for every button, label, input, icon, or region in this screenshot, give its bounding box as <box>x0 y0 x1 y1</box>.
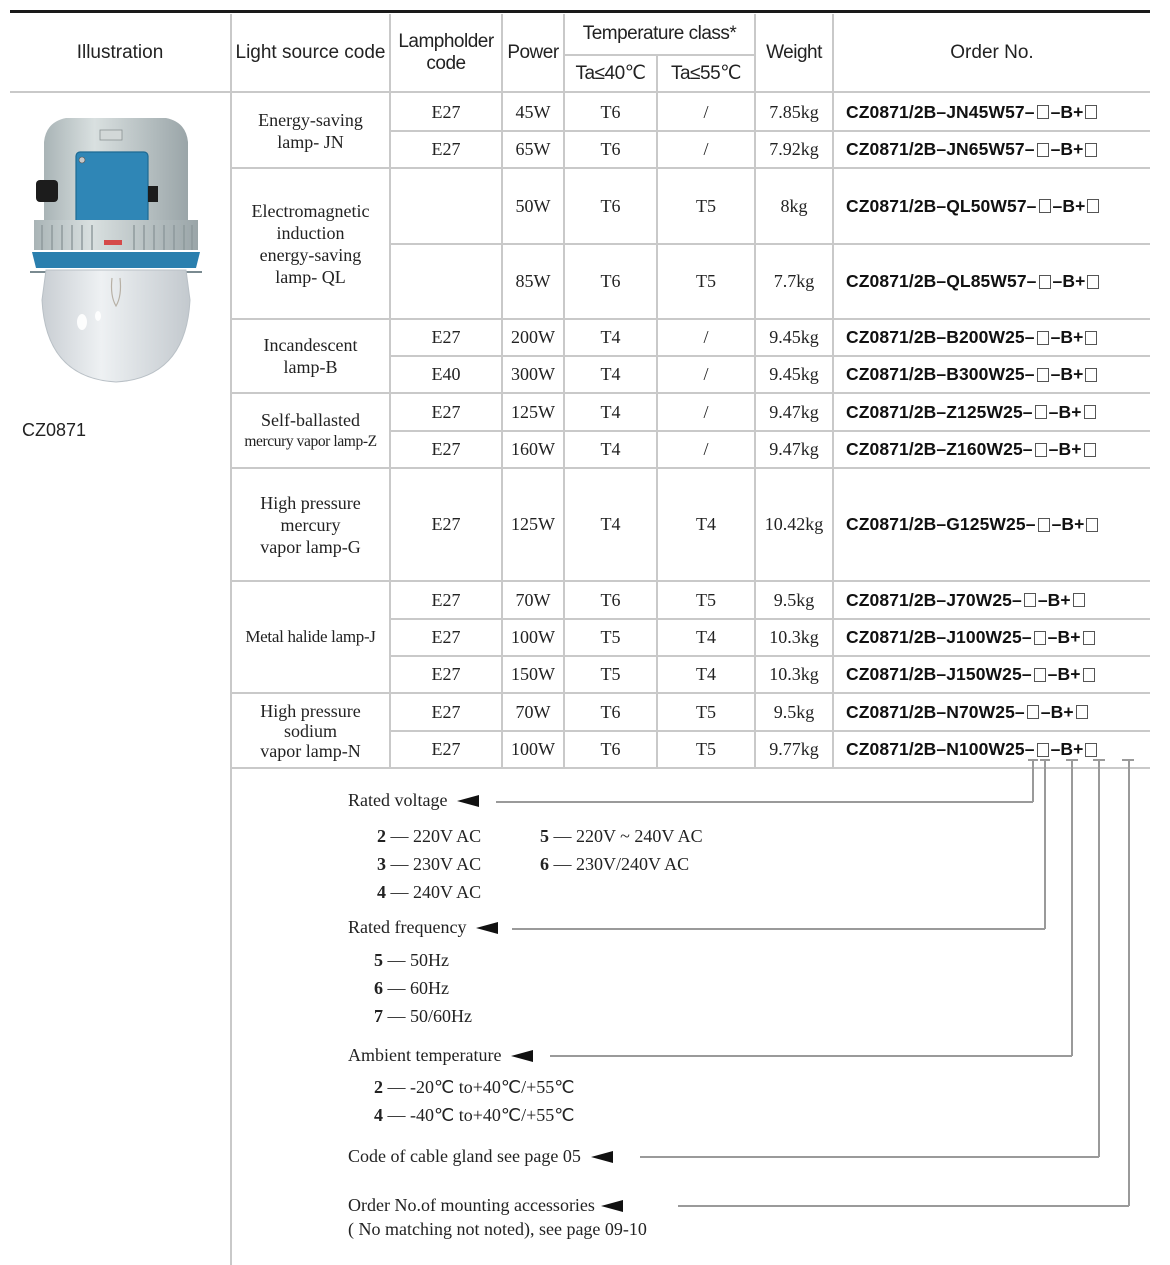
header-power: Power <box>507 42 559 63</box>
desc: — 230V/240V AC <box>553 854 690 874</box>
illustration-divider <box>230 767 232 1265</box>
header-weight: Weight <box>766 42 822 63</box>
lampholder-cell: E27 <box>431 514 461 534</box>
order-prefix: CZ0871/2B–B300W25– <box>846 364 1035 384</box>
placeholder-box-icon <box>1085 331 1097 345</box>
temp-class-55-cell: T4 <box>696 514 716 534</box>
order-prefix: CZ0871/2B–B200W25– <box>846 327 1035 347</box>
legend-item <box>374 1077 574 1098</box>
legend-title-text: Order No.of mounting accessories <box>348 1195 595 1215</box>
legend-item <box>374 978 449 999</box>
group-label-line: Energy-saving <box>258 109 363 130</box>
placeholder-box-icon <box>1027 705 1039 719</box>
leader-cable-gland-h <box>640 1156 1099 1158</box>
group-label-line: induction <box>276 222 345 243</box>
power-cell: 200W <box>511 327 555 347</box>
weight-cell: 7.92kg <box>769 139 819 159</box>
lampholder-cell: E27 <box>431 327 461 347</box>
group-label-line: vapor lamp-N <box>260 740 361 761</box>
power-cell: 50W <box>515 195 551 216</box>
placeholder-box-icon <box>1039 199 1051 213</box>
temp-class-55-cell: T5 <box>696 701 716 722</box>
placeholder-box-icon <box>1087 199 1099 213</box>
order-suffix: –B+ <box>1047 664 1081 684</box>
weight-cell: 10.3kg <box>769 627 819 647</box>
leader-frequency-v <box>1044 760 1046 929</box>
lampholder-cell: E27 <box>431 139 461 159</box>
weight-cell: 10.3kg <box>769 664 819 684</box>
lamp-illustration <box>26 100 206 385</box>
lampholder-cell: E27 <box>431 664 461 684</box>
order-number <box>846 469 1100 580</box>
lampholder-cell: E27 <box>431 401 461 422</box>
order-number <box>846 394 1098 430</box>
placeholder-box-icon <box>1083 631 1095 645</box>
temp-class-40-cell: T4 <box>600 514 621 534</box>
placeholder-box-icon <box>1037 105 1049 119</box>
group-label-line: High pressure <box>260 492 361 513</box>
power-cell: 100W <box>511 627 555 647</box>
placeholder-box-icon <box>1076 705 1088 719</box>
group-label-line: Self-ballasted <box>261 409 360 430</box>
legend-rated-voltage-title <box>348 790 479 811</box>
order-prefix: CZ0871/2B–N100W25– <box>846 739 1035 759</box>
weight-cell: 9.45kg <box>769 327 819 347</box>
order-suffix: –B+ <box>1048 401 1082 422</box>
group-label-line: vapor lamp-G <box>260 536 361 557</box>
code: 6 <box>540 854 549 874</box>
code: 2 <box>377 826 386 846</box>
power-cell: 100W <box>511 739 555 759</box>
leader-ambient-v <box>1071 760 1073 1056</box>
temp-class-55-cell: T5 <box>696 589 716 610</box>
order-suffix: –B+ <box>1040 701 1074 722</box>
placeholder-box-icon <box>1084 443 1096 457</box>
legend-item <box>374 950 449 971</box>
placeholder-box-icon <box>1084 405 1096 419</box>
header-sub-rule <box>563 54 754 56</box>
code: 5 <box>540 826 549 846</box>
code: 6 <box>374 978 383 998</box>
bracket-ambient <box>1066 759 1078 761</box>
group-label-line: Metal halide lamp-J <box>245 627 376 646</box>
order-number <box>846 169 1101 243</box>
group-label-line: lamp- QL <box>275 266 346 287</box>
placeholder-box-icon <box>1039 275 1051 289</box>
power-cell: 125W <box>511 514 555 534</box>
lampholder-cell: E27 <box>431 439 461 459</box>
lampholder-cell: E27 <box>431 101 461 122</box>
temp-class-40-cell: T6 <box>600 589 621 610</box>
order-suffix: –B+ <box>1050 364 1084 384</box>
weight-cell: 9.45kg <box>769 364 819 384</box>
lampholder-cell: E27 <box>431 589 461 610</box>
placeholder-box-icon <box>1085 143 1097 157</box>
order-number <box>846 132 1099 167</box>
light-source-group <box>232 94 389 167</box>
power-cell: 70W <box>515 701 551 722</box>
lampholder-cell: E27 <box>431 627 461 647</box>
placeholder-box-icon <box>1034 631 1046 645</box>
temp-class-40-cell: T6 <box>600 139 621 159</box>
temp-class-55-cell: / <box>703 139 709 159</box>
group-label-line: Electromagnetic <box>251 200 370 221</box>
header-bottom-rule <box>10 91 1150 93</box>
legend-mounting-note: ( No matching not noted), see page 09-10 <box>348 1219 647 1239</box>
lampholder-cell <box>391 245 501 318</box>
order-number <box>846 732 1099 767</box>
header-light-source-code: Light source code <box>235 42 386 63</box>
order-prefix: CZ0871/2B–Z160W25– <box>846 439 1033 459</box>
legend-item <box>377 826 481 847</box>
desc: — 220V ~ 240V AC <box>553 826 703 846</box>
bracket-frequency <box>1040 759 1050 761</box>
legend-cable-gland-title <box>348 1146 613 1167</box>
legend-title-text: Ambient temperature <box>348 1045 502 1065</box>
desc: — -20℃ to+40℃/+55℃ <box>387 1077 575 1097</box>
code: 7 <box>374 1006 383 1026</box>
temp-class-55-cell: T5 <box>696 271 716 291</box>
power-cell: 160W <box>511 439 555 459</box>
order-suffix: –B+ <box>1050 327 1084 347</box>
power-cell: 70W <box>515 589 551 610</box>
arrow-left-icon <box>601 1200 623 1212</box>
legend-item <box>374 1105 574 1126</box>
code: 3 <box>377 854 386 874</box>
header-illustration: Illustration <box>76 42 164 63</box>
weight-cell: 8kg <box>780 195 808 216</box>
order-number <box>846 245 1101 318</box>
desc: — 230V AC <box>390 854 482 874</box>
power-cell: 45W <box>515 101 551 122</box>
order-suffix: –B+ <box>1050 139 1084 159</box>
legend-rated-frequency-title <box>348 917 498 938</box>
order-number <box>846 620 1097 655</box>
lampholder-cell: E27 <box>431 701 461 722</box>
group-label-line: mercury vapor lamp-Z <box>244 432 377 450</box>
leader-ambient-h <box>550 1055 1072 1057</box>
placeholder-box-icon <box>1037 143 1049 157</box>
bracket-mounting <box>1122 759 1134 761</box>
order-prefix: CZ0871/2B–QL85W57– <box>846 271 1037 291</box>
placeholder-box-icon <box>1034 668 1046 682</box>
leader-cable-gland-v <box>1098 760 1100 1157</box>
model-label: CZ0871 <box>22 420 87 440</box>
power-cell: 85W <box>515 271 551 291</box>
placeholder-box-icon <box>1085 105 1097 119</box>
order-suffix: –B+ <box>1051 514 1085 534</box>
order-number <box>846 694 1090 730</box>
legend-item <box>540 854 689 875</box>
order-prefix: CZ0871/2B–N70W25– <box>846 701 1025 722</box>
lampholder-cell <box>391 169 501 243</box>
code: 5 <box>374 950 383 970</box>
weight-cell: 9.47kg <box>769 401 819 422</box>
group-label-line: lamp- JN <box>277 131 344 152</box>
temp-class-55-cell: T5 <box>696 195 716 216</box>
placeholder-box-icon <box>1073 593 1085 607</box>
placeholder-box-icon <box>1038 518 1050 532</box>
order-suffix: –B+ <box>1050 739 1084 759</box>
order-prefix: CZ0871/2B–JN65W57– <box>846 139 1035 159</box>
desc: — 50Hz <box>387 950 449 970</box>
light-source-group <box>232 582 389 692</box>
temp-class-40-cell: T6 <box>600 701 621 722</box>
order-suffix: –B+ <box>1052 195 1086 216</box>
arrow-left-icon <box>457 795 479 807</box>
light-source-group <box>232 320 389 392</box>
temp-class-40-cell: T4 <box>600 401 621 422</box>
header-ta40: Ta≤40℃ <box>575 63 646 84</box>
temp-class-40-cell: T5 <box>600 664 621 684</box>
legend-item <box>377 882 481 903</box>
temp-class-40-cell: T4 <box>600 327 621 347</box>
code: 4 <box>377 882 386 902</box>
order-number <box>846 320 1099 355</box>
temp-class-55-cell: T4 <box>696 664 716 684</box>
weight-cell: 7.85kg <box>769 101 819 122</box>
temp-class-55-cell: / <box>703 439 709 459</box>
order-number <box>846 94 1099 130</box>
arrow-left-icon <box>591 1151 613 1163</box>
desc: — -40℃ to+40℃/+55℃ <box>387 1105 575 1125</box>
temp-class-40-cell: T4 <box>600 439 621 459</box>
temp-class-40-cell: T6 <box>600 739 621 759</box>
table-top-rule <box>10 10 1150 13</box>
code: 2 <box>374 1077 383 1097</box>
placeholder-box-icon <box>1086 518 1098 532</box>
weight-cell: 9.5kg <box>773 701 815 722</box>
legend-mounting-title <box>348 1195 623 1216</box>
header-order-no: Order No. <box>950 42 1034 63</box>
legend-title-text: Code of cable gland see page 05 <box>348 1146 581 1166</box>
placeholder-box-icon <box>1035 405 1047 419</box>
weight-cell: 9.47kg <box>769 439 819 459</box>
legend-title-text: Rated frequency <box>348 917 467 937</box>
temp-class-55-cell: / <box>703 101 709 122</box>
order-number <box>846 582 1087 618</box>
order-prefix: CZ0871/2B–Z125W25– <box>846 401 1033 422</box>
light-source-group <box>232 169 389 318</box>
legend-item <box>540 826 703 847</box>
weight-cell: 7.7kg <box>773 271 815 291</box>
weight-cell: 10.42kg <box>764 514 824 534</box>
code: 4 <box>374 1105 383 1125</box>
temp-class-40-cell: T6 <box>600 271 621 291</box>
order-number <box>846 357 1099 392</box>
temp-class-55-cell: / <box>703 327 709 347</box>
temp-class-55-cell: T4 <box>696 627 716 647</box>
order-suffix: –B+ <box>1048 439 1082 459</box>
desc: — 60Hz <box>387 978 449 998</box>
arrow-left-icon <box>476 922 498 934</box>
temp-class-55-cell: / <box>703 364 709 384</box>
leader-mounting-v <box>1128 760 1130 1206</box>
leader-voltage-h <box>496 801 1033 803</box>
placeholder-box-icon <box>1037 743 1049 757</box>
header-ta55: Ta≤55℃ <box>671 63 741 84</box>
temp-class-55-cell: / <box>703 401 709 422</box>
temp-class-40-cell: T4 <box>600 364 621 384</box>
order-suffix: –B+ <box>1037 589 1071 610</box>
order-number <box>846 657 1097 692</box>
order-prefix: CZ0871/2B–J150W25– <box>846 664 1032 684</box>
group-label-line: High pressure <box>260 700 361 721</box>
group-label-line: mercury <box>280 514 341 535</box>
order-prefix: CZ0871/2B–G125W25– <box>846 514 1036 534</box>
group-label-line: energy-saving <box>259 244 362 265</box>
lampholder-cell: E40 <box>431 364 461 384</box>
leader-mounting-h <box>678 1205 1129 1207</box>
power-cell: 150W <box>511 664 555 684</box>
order-prefix: CZ0871/2B–QL50W57– <box>846 195 1037 216</box>
temp-class-40-cell: T6 <box>600 195 621 216</box>
group-label-line: sodium <box>283 720 337 741</box>
power-cell: 300W <box>511 364 555 384</box>
order-suffix: –B+ <box>1052 271 1086 291</box>
light-source-group <box>232 694 389 767</box>
light-source-group <box>232 469 389 580</box>
desc: — 50/60Hz <box>387 1006 472 1026</box>
placeholder-box-icon <box>1024 593 1036 607</box>
header-lampholder-code: Lampholder code <box>398 31 494 74</box>
legend-ambient-temperature-title <box>348 1045 533 1066</box>
arrow-left-icon <box>511 1050 533 1062</box>
temp-class-40-cell: T5 <box>600 627 621 647</box>
lampholder-cell: E27 <box>431 739 461 759</box>
placeholder-box-icon <box>1085 743 1097 757</box>
weight-cell: 9.77kg <box>769 739 819 759</box>
order-prefix: CZ0871/2B–J70W25– <box>846 589 1022 610</box>
power-cell: 125W <box>511 401 555 422</box>
order-prefix: CZ0871/2B–JN45W57– <box>846 101 1035 122</box>
desc: — 240V AC <box>390 882 482 902</box>
placeholder-box-icon <box>1087 275 1099 289</box>
placeholder-box-icon <box>1083 668 1095 682</box>
bracket-voltage <box>1028 759 1038 761</box>
weight-cell: 9.5kg <box>773 589 815 610</box>
row-rule <box>230 767 1150 769</box>
bracket-cable-gland <box>1093 759 1105 761</box>
legend-title-text: Rated voltage <box>348 790 448 810</box>
light-source-group <box>232 394 389 467</box>
group-label-line: lamp-B <box>283 357 338 377</box>
order-prefix: CZ0871/2B–J100W25– <box>846 627 1032 647</box>
legend-item <box>374 1006 472 1027</box>
leader-frequency-h <box>512 928 1045 930</box>
leader-voltage-v <box>1032 760 1034 802</box>
order-suffix: –B+ <box>1050 101 1084 122</box>
placeholder-box-icon <box>1085 368 1097 382</box>
group-label-line: Incandescent <box>263 335 358 355</box>
order-suffix: –B+ <box>1047 627 1081 647</box>
placeholder-box-icon <box>1037 331 1049 345</box>
power-cell: 65W <box>515 139 551 159</box>
temp-class-40-cell: T6 <box>600 101 621 122</box>
desc: — 220V AC <box>390 826 482 846</box>
order-number <box>846 432 1098 467</box>
placeholder-box-icon <box>1037 368 1049 382</box>
legend-item <box>377 854 481 875</box>
placeholder-box-icon <box>1035 443 1047 457</box>
temp-class-55-cell: T5 <box>696 739 716 759</box>
header-temperature-class: Temperature class* <box>582 23 737 44</box>
